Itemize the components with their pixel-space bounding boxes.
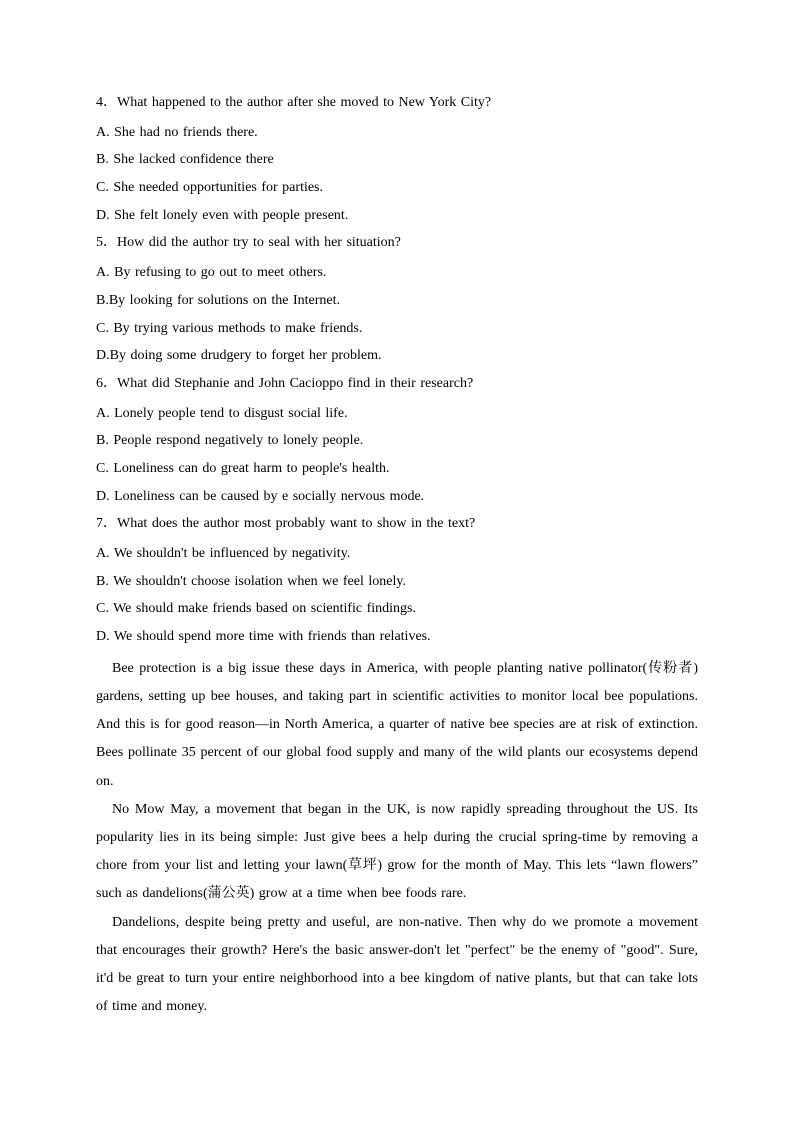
- option-a: A. Lonely people tend to disgust social life.: [96, 405, 348, 421]
- option-a: A. By refusing to go out to meet others.: [96, 265, 327, 281]
- option-d: D. We should spend more time with friends than relatives.: [96, 629, 431, 645]
- option-c: C. We should make friends based on scientific findings.: [96, 601, 416, 617]
- question-stem: 4．What happened to the author after she moved to New York City?: [96, 95, 492, 110]
- option-d: D.By doing some drudgery to forget her problem.: [96, 348, 382, 364]
- option-b: B. She lacked confidence there: [96, 152, 274, 168]
- option-c: C. She needed opportunities for parties.: [96, 180, 324, 196]
- document-content: [96, 93, 698, 1021]
- question-5: [96, 233, 698, 366]
- question-stem: 5．How did the author try to seal with her situation?: [96, 235, 401, 251]
- option-d: D. Loneliness can be caused by e socially nervous mode.: [96, 488, 425, 504]
- option-a: A. She had no friends there.: [96, 124, 258, 140]
- passage-paragraph-3: Dandelions, despite being pretty and useful, are non-native. Then why do we promote a movement that encourages their growth? Here's the basic answer-don't let "perfect" be the enemy of "good". Sure, it'd be great to turn your entire neighborhood into a bee kingdom of native plants, but that can take lots of time and money.: [96, 914, 698, 1015]
- question-4: [96, 93, 698, 226]
- option-c: C. Loneliness can do great harm to people's health.: [96, 460, 390, 476]
- option-c: C. By trying various methods to make friends.: [96, 320, 363, 336]
- question-stem: 6．What did Stephanie and John Cacioppo find in their research?: [96, 375, 474, 391]
- question-stem: 7．What does the author most probably want to show in the text?: [96, 516, 476, 532]
- passage-paragraph-2: No Mow May, a movement that began in the UK, is now rapidly spreading throughout the US. Its popularity lies in its being simple: Just give bees a help during the crucial spring-time by removing a chore from your list and letting your lawn(草坪) grow for the month of May. This lets “lawn flowers” such as dandelions(蒲公英) grow at a time when bee foods rare.: [96, 801, 698, 902]
- question-7: [96, 514, 698, 647]
- reading-passage: [96, 655, 698, 1022]
- question-6: [96, 374, 698, 507]
- option-b: B. People respond negatively to lonely people.: [96, 433, 364, 449]
- option-d: D. She felt lonely even with people present.: [96, 207, 349, 223]
- option-b: B. We shouldn't choose isolation when we feel lonely.: [96, 573, 406, 589]
- option-a: A. We shouldn't be influenced by negativity.: [96, 546, 351, 561]
- option-b: B.By looking for solutions on the Internet.: [96, 292, 340, 308]
- passage-paragraph-1: Bee protection is a big issue these days in America, with people planting native pollinator(传粉者) gardens, setting up bee houses, and taking part in scientific activities to monitor local bee populations. And this is for good reason—in North America, a quarter of native bee species are at risk of extinction. Bees pollinate 35 percent of our global food supply and many of the wild plants our ecosystems depend on.: [96, 660, 698, 789]
